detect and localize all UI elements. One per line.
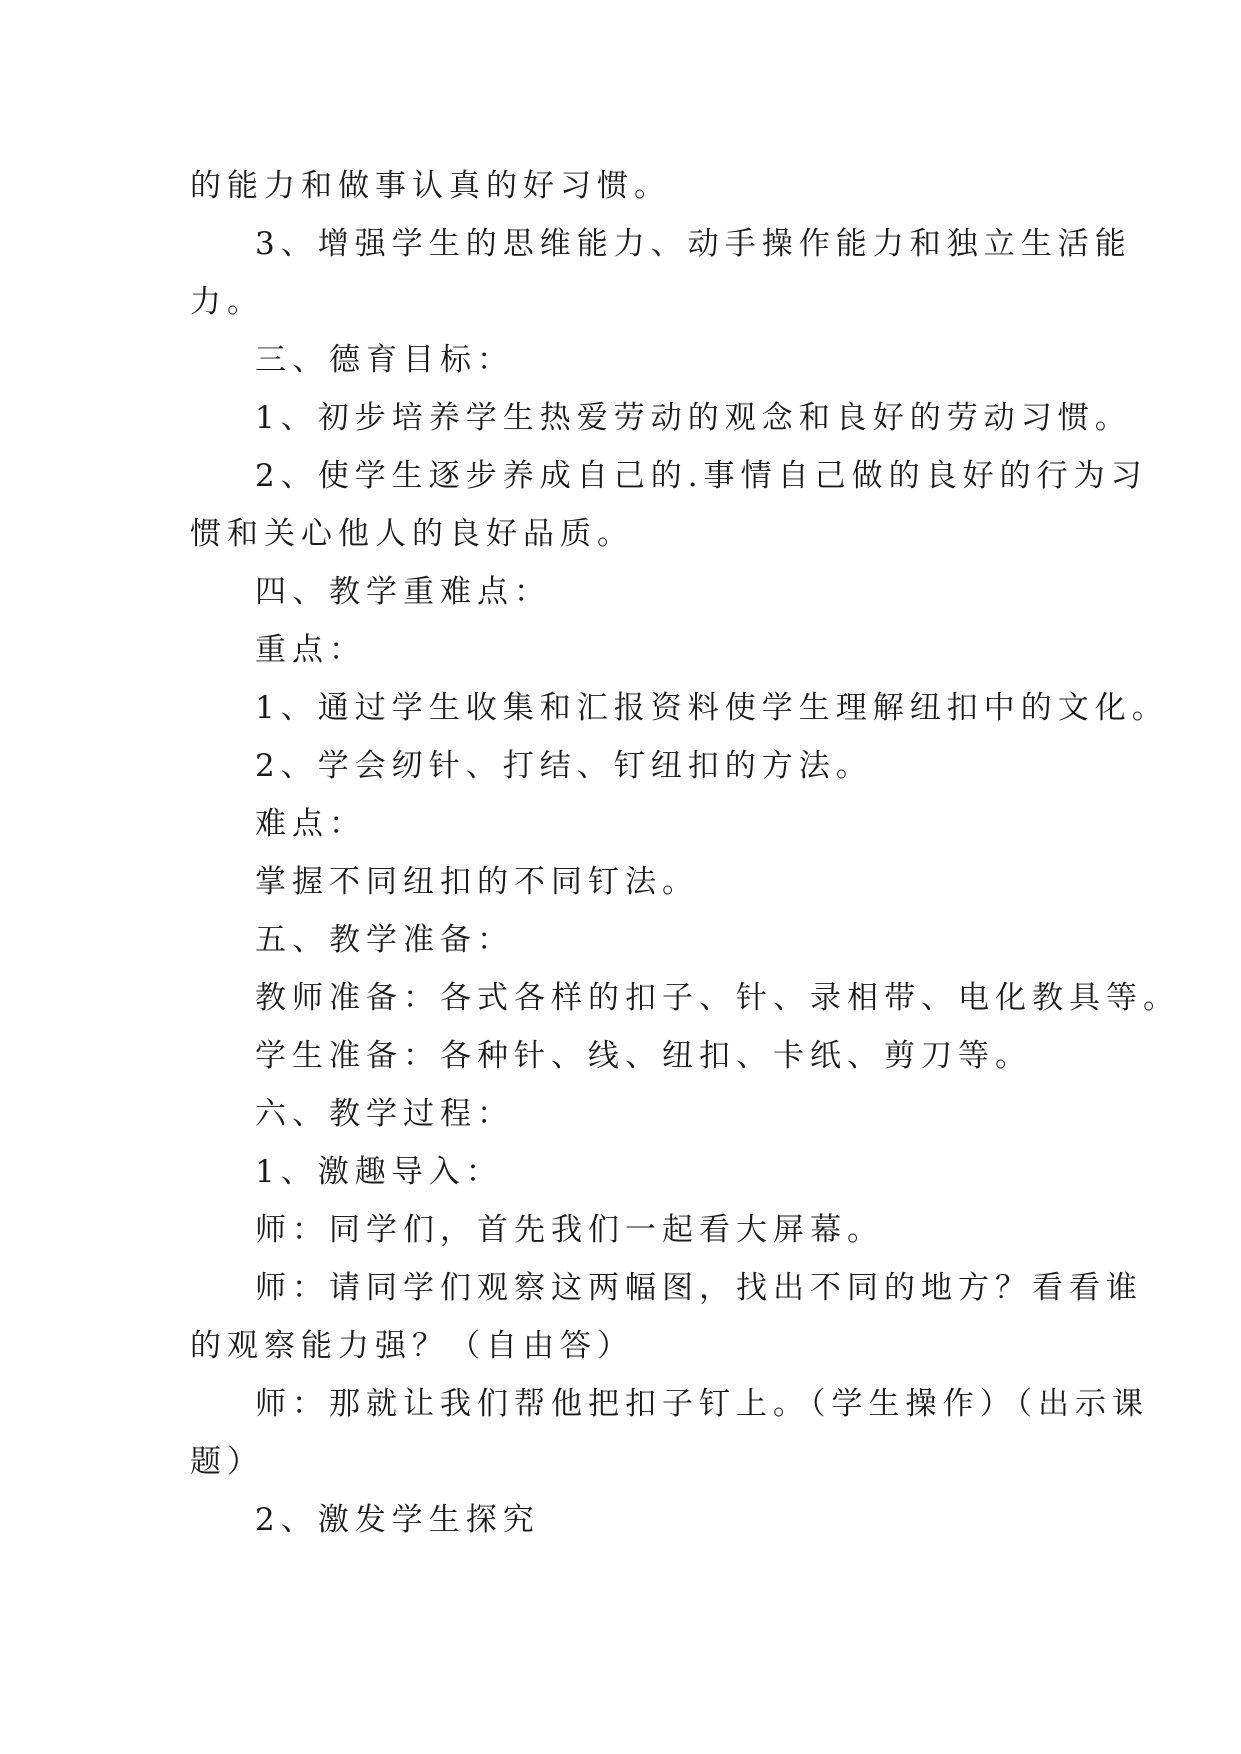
text-line: 1、激趣导入： [255,1154,503,1190]
text-line: 的观察能力强？（自由答） [190,1328,634,1364]
text-line: 题） [190,1444,264,1480]
subheading: 重点： [255,632,366,668]
text-line: 师：那就让我们帮他把扣子钉上。（学生操作）（出示课 [255,1386,1149,1422]
text-line: 2、激发学生探究 [255,1502,540,1538]
text-line: 的能力和做事认真的好习惯。 [190,168,671,204]
section-heading: 四、教学重难点： [255,574,551,610]
text-line: 1、通过学生收集和汇报资料使学生理解纽扣中的文化。 [255,690,1169,726]
text-line: 学生准备：各种针、线、纽扣、卡纸、剪刀等。 [255,1038,1032,1074]
section-heading: 六、教学过程： [255,1096,514,1132]
text-line: 师：同学们，首先我们一起看大屏幕。 [255,1212,884,1248]
text-line: 力。 [190,284,264,320]
text-line: 教师准备：各式各样的扣子、针、录相带、电化教具等。 [255,980,1180,1016]
text-line: 1、初步培养学生热爱劳动的观念和良好的劳动习惯。 [255,400,1132,436]
section-heading: 五、教学准备： [255,922,514,958]
subheading: 难点： [255,806,366,842]
text-line: 惯和关心他人的良好品质。 [190,516,634,552]
text-line: 3、增强学生的思维能力、动手操作能力和独立生活能 [255,226,1132,262]
text-line: 2、使学生逐步养成自己的.事情自己做的良好的行为习 [255,458,1148,494]
section-heading: 三、德育目标： [255,342,514,378]
text-line: 2、学会纫针、打结、钉纽扣的方法。 [255,748,873,784]
text-line: 师：请同学们观察这两幅图，找出不同的地方？看看谁 [255,1270,1143,1306]
text-line: 掌握不同纽扣的不同钉法。 [255,864,699,900]
